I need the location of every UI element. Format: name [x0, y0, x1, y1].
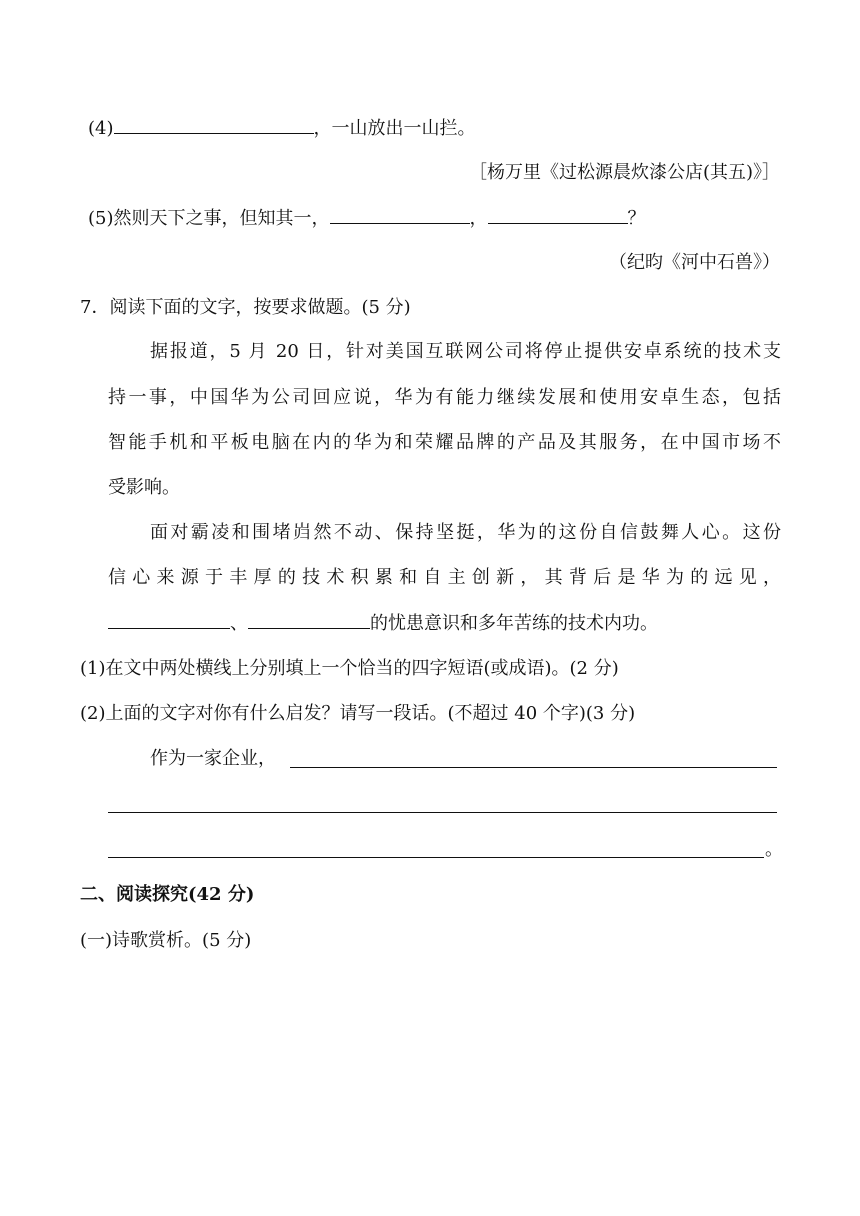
section2-sub1: (一)诗歌赏析。(5 分)	[80, 930, 252, 951]
q6-item4-line	[88, 115, 476, 142]
q6-item4-tail: ，一山放出一山拦。	[313, 118, 476, 139]
q7-p2-line3	[108, 610, 658, 637]
q6-item4-number: (4)	[88, 118, 114, 139]
q7-answer-line-2[interactable]	[108, 812, 777, 813]
q7-answer-line-3[interactable]	[108, 857, 764, 858]
q6-item5-comma: ，	[469, 208, 488, 229]
q6-item5-line	[88, 205, 646, 232]
q7-blank-separator: 、	[230, 613, 248, 634]
q6-item5-end: ？	[627, 208, 646, 229]
q6-item4-source: ［杨万里《过松源晨炊漆公店(其五)》］	[468, 162, 780, 183]
q7-title: 7．阅读下面的文字，按要求做题。(5 分)	[80, 297, 411, 318]
q7-p2-line3-tail: 的忧患意识和多年苦练的技术内功。	[370, 613, 658, 634]
q7-p1-line4: 受影响。	[108, 477, 180, 498]
q7-sub1: (1)在文中两处横线上分别填上一个恰当的四字短语(或成语)。(2 分)	[80, 658, 619, 679]
q7-p1-line2: 持一事，中国华为公司回应说，华为有能力继续发展和使用安卓生态，包括	[108, 387, 781, 408]
q6-item5-blank-2[interactable]	[488, 205, 628, 224]
q6-item5-source: （纪昀《河中石兽》）	[609, 252, 780, 273]
q7-p1-line3: 智能手机和平板电脑在内的华为和荣耀品牌的产品及其服务，在中国市场不	[108, 432, 781, 453]
section2-title: 二、阅读探究(42 分)	[80, 884, 255, 905]
q7-answer-end: 。	[765, 839, 783, 860]
q7-p2-line1: 面对霸凌和围堵岿然不动、保持坚挺，华为的这份自信鼓舞人心。这份	[150, 522, 781, 543]
q6-item5-blank-1[interactable]	[330, 205, 470, 224]
q7-answer-line-1[interactable]	[290, 767, 777, 768]
q7-sub2: (2)上面的文字对你有什么启发？请写一段话。(不超过 40 个字)(3 分)	[80, 703, 636, 724]
q6-item4-blank[interactable]	[114, 115, 314, 134]
q6-item5-text: (5)然则天下之事，但知其一，	[88, 208, 330, 229]
q7-blank-2[interactable]	[248, 610, 370, 629]
q7-answer-lead: 作为一家企业，	[150, 748, 276, 769]
q7-p1-line1: 据报道，5 月 20 日，针对美国互联网公司将停止提供安卓系统的技术支	[150, 341, 781, 362]
q7-blank-1[interactable]	[108, 610, 230, 629]
q7-p2-line2: 信心来源于丰厚的技术积累和自主创新，其背后是华为的远见，	[108, 567, 781, 588]
